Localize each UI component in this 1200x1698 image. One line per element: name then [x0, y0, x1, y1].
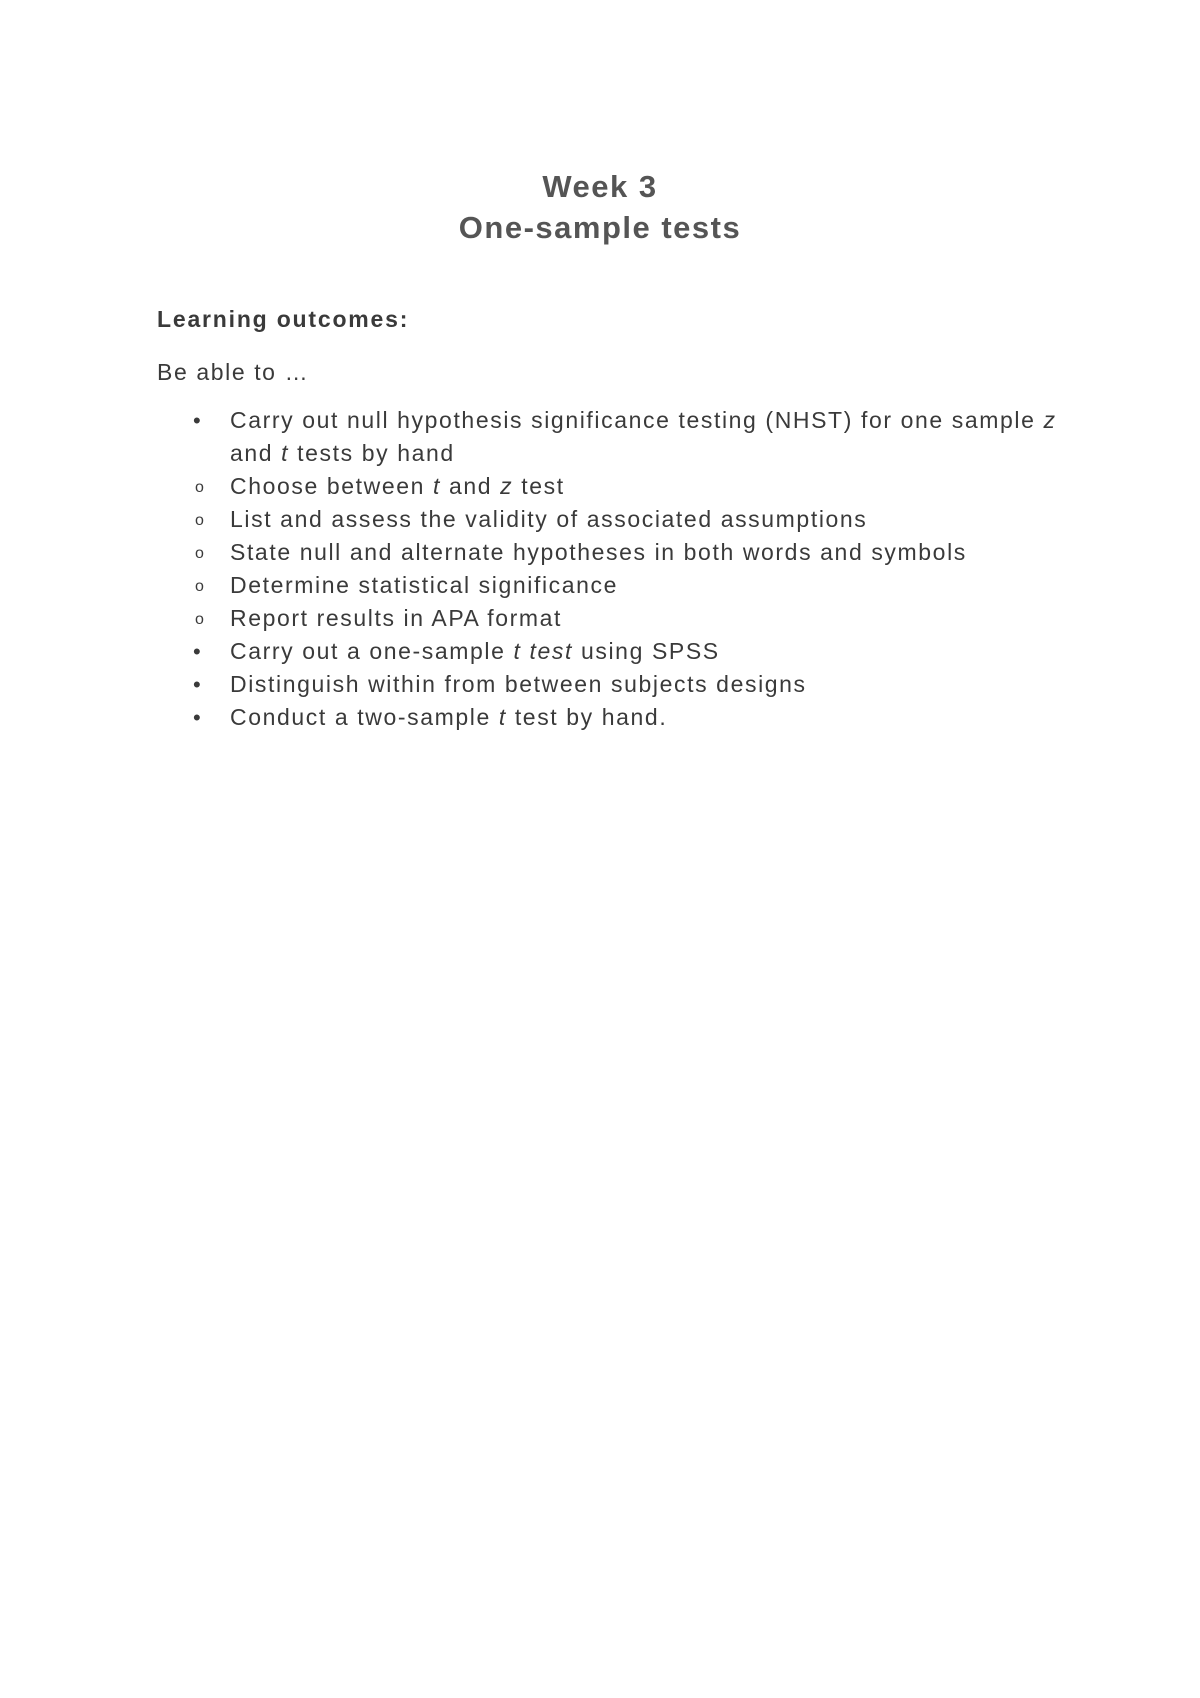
- item-text: Report results in APA format: [230, 605, 562, 631]
- item-text: test by hand.: [506, 704, 668, 730]
- item-text: Carry out null hypothesis significance testing (NHST) for one sample: [230, 407, 1044, 433]
- item-text: using SPSS: [572, 638, 720, 664]
- item-text: test: [513, 473, 565, 499]
- outcomes-list: [157, 404, 1057, 734]
- item-text: Distinguish within from between subjects designs: [230, 671, 807, 697]
- sub-list-item: [157, 569, 1057, 602]
- symbol-t: t: [433, 473, 442, 499]
- emphasis-t-test: t test: [513, 638, 573, 664]
- sub-list-item: [157, 536, 1057, 569]
- list-item: [157, 404, 1057, 635]
- list-item: [157, 635, 1057, 668]
- item-text: Conduct a two-sample: [230, 704, 499, 730]
- sub-bullet-icon: o: [195, 479, 206, 496]
- bullet-icon: •: [193, 408, 203, 433]
- bullet-icon: •: [193, 672, 203, 697]
- sub-list-item: [157, 602, 1057, 635]
- sub-bullet-icon: o: [195, 512, 206, 529]
- item-text: Carry out a one-sample: [230, 638, 514, 664]
- learning-outcomes-heading: Learning outcomes:: [157, 306, 410, 332]
- symbol-z: z: [500, 473, 514, 499]
- title-week: Week 3: [542, 169, 658, 204]
- list-item: [157, 701, 1057, 734]
- item-text: Choose between: [230, 473, 434, 499]
- item-text: and: [441, 473, 501, 499]
- list-item: [157, 668, 1057, 701]
- bullet-icon: •: [193, 705, 203, 730]
- page-title: [0, 166, 1200, 248]
- symbol-t: t: [281, 440, 290, 466]
- sub-list-item: [157, 470, 1057, 503]
- sub-bullet-icon: o: [195, 545, 206, 562]
- intro-text: Be able to …: [157, 359, 310, 385]
- sub-bullet-icon: o: [195, 611, 206, 628]
- item-text: List and assess the validity of associated assumptions: [230, 506, 868, 532]
- item-text: Determine statistical significance: [230, 572, 619, 598]
- bullet-icon: •: [193, 639, 203, 664]
- symbol-z: z: [1043, 407, 1057, 433]
- title-topic: One-sample tests: [458, 210, 742, 245]
- sub-bullet-icon: o: [195, 578, 206, 595]
- item-text: and: [230, 440, 282, 466]
- sub-list-item: [157, 503, 1057, 536]
- item-text: State null and alternate hypotheses in both words and symbols: [230, 539, 967, 565]
- symbol-t: t: [498, 704, 507, 730]
- item-text: tests by hand: [289, 440, 455, 466]
